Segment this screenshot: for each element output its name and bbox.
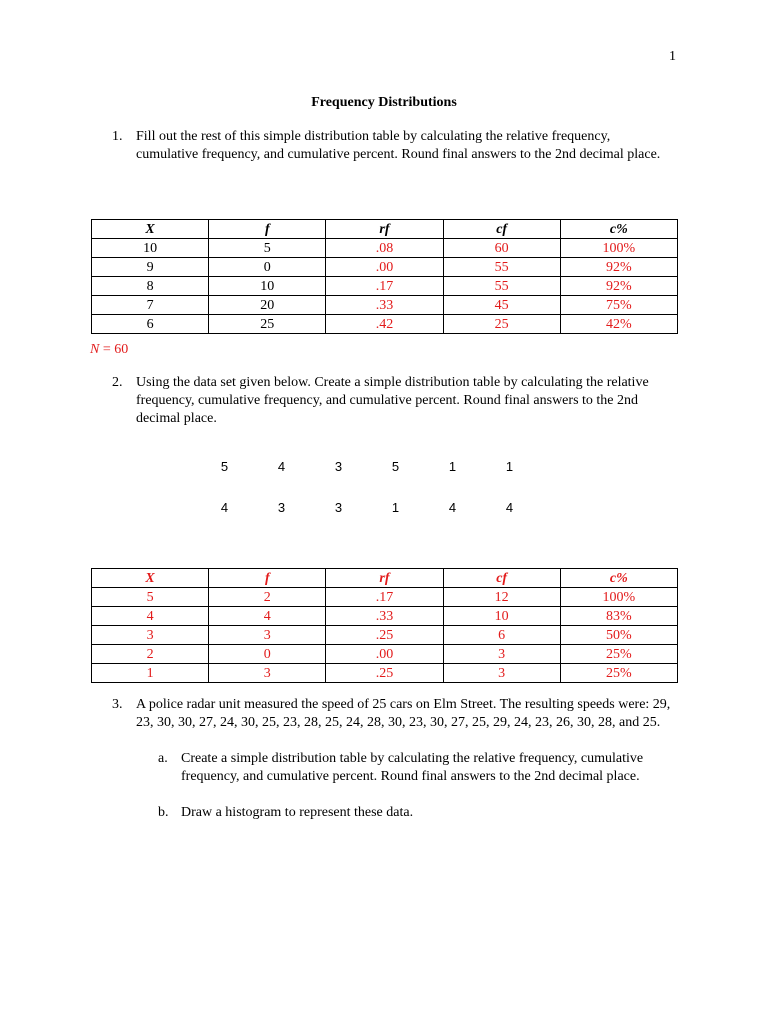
cell-cf: 60 (443, 239, 560, 258)
document-title: Frequency Distributions (311, 95, 457, 110)
cell-x: 4 (92, 607, 209, 626)
question-3-part-a (158, 750, 668, 786)
cell-cf: 10 (443, 607, 560, 626)
cell-x: 2 (92, 645, 209, 664)
question-1 (112, 128, 672, 164)
cell-x: 1 (92, 664, 209, 683)
cell-rf: .00 (326, 645, 443, 664)
cell-f: 3 (209, 626, 326, 645)
cell-rf: .33 (326, 296, 443, 315)
cell-cpercent: 42% (560, 315, 677, 334)
dataset-value: 4 (505, 500, 514, 515)
cell-cf: 6 (443, 626, 560, 645)
distribution-table-2 (91, 568, 678, 683)
question-1-text: Fill out the rest of this simple distribution table by calculating the relative frequency, cumulative frequency, and cumulative percent. Round final answers to the 2nd decimal place. (136, 129, 661, 162)
cell-rf: .17 (326, 277, 443, 296)
header-cpercent: c% (560, 220, 677, 239)
cell-x: 9 (92, 258, 209, 277)
cell-cpercent: 100% (560, 239, 677, 258)
cell-f: 5 (209, 239, 326, 258)
dataset-value: 5 (391, 459, 400, 474)
dataset-value: 4 (277, 459, 286, 474)
cell-f: 3 (209, 664, 326, 683)
question-1-number: 1. (112, 129, 123, 144)
cell-cf: 45 (443, 296, 560, 315)
cell-x: 7 (92, 296, 209, 315)
cell-cpercent: 50% (560, 626, 677, 645)
cell-f: 25 (209, 315, 326, 334)
n-symbol: N (90, 342, 100, 357)
table-row (92, 315, 678, 334)
dataset-value: 1 (391, 500, 400, 515)
table-row (92, 258, 678, 277)
cell-rf: .25 (326, 626, 443, 645)
cell-cpercent: 25% (560, 664, 677, 683)
header-cf: cf (443, 569, 560, 588)
cell-rf: .08 (326, 239, 443, 258)
dataset-value: 3 (334, 459, 343, 474)
header-f: f (209, 220, 326, 239)
question-3 (112, 696, 672, 732)
cell-cpercent: 25% (560, 645, 677, 664)
dataset-value: 4 (448, 500, 457, 515)
table-header-row (92, 569, 678, 588)
cell-x: 5 (92, 588, 209, 607)
dataset-value: 1 (505, 459, 514, 474)
question-3-part-b (158, 804, 668, 822)
header-f: f (209, 569, 326, 588)
part-b-text: Draw a histogram to represent these data. (181, 805, 414, 820)
page-number: 1 (669, 49, 676, 64)
cell-rf: .00 (326, 258, 443, 277)
cell-x: 3 (92, 626, 209, 645)
header-x: X (92, 220, 209, 239)
cell-x: 6 (92, 315, 209, 334)
part-b-label: b. (158, 805, 169, 820)
cell-cf: 25 (443, 315, 560, 334)
question-2-number: 2. (112, 375, 123, 390)
dataset-value: 5 (220, 459, 229, 474)
cell-cpercent: 92% (560, 277, 677, 296)
cell-f: 2 (209, 588, 326, 607)
table-row (92, 664, 678, 683)
table-row (92, 277, 678, 296)
cell-cf: 3 (443, 645, 560, 664)
cell-f: 10 (209, 277, 326, 296)
cell-cpercent: 92% (560, 258, 677, 277)
header-x: X (92, 569, 209, 588)
question-3-number: 3. (112, 697, 123, 712)
cell-rf: .25 (326, 664, 443, 683)
table-row (92, 607, 678, 626)
cell-cf: 12 (443, 588, 560, 607)
cell-cf: 3 (443, 664, 560, 683)
cell-x: 8 (92, 277, 209, 296)
cell-rf: .42 (326, 315, 443, 334)
cell-cpercent: 83% (560, 607, 677, 626)
cell-cf: 55 (443, 258, 560, 277)
cell-x: 10 (92, 239, 209, 258)
header-rf: rf (326, 220, 443, 239)
cell-f: 0 (209, 645, 326, 664)
dataset-value: 4 (220, 500, 229, 515)
dataset-row-2 (196, 499, 540, 519)
question-3-text: A police radar unit measured the speed of 25 cars on Elm Street. The resulting speeds were: 29, 23, 30, 30, 27, 24, 30, 25, 23, 28, 25, 24, 28, 30, 23, 30, 27, 25, 29, 24, 23, 26, 30, 28, and 25. (136, 697, 671, 730)
cell-cf: 55 (443, 277, 560, 296)
cell-cpercent: 100% (560, 588, 677, 607)
dataset-value: 1 (448, 459, 457, 474)
table-row (92, 588, 678, 607)
table-row (92, 239, 678, 258)
n-value: = 60 (99, 342, 129, 357)
cell-rf: .17 (326, 588, 443, 607)
header-cf: cf (443, 220, 560, 239)
part-a-text: Create a simple distribution table by calculating the relative frequency, cumulative frequency, and cumulative percent. Round final answers to the 2nd decimal place. (181, 751, 644, 784)
cell-f: 20 (209, 296, 326, 315)
cell-f: 4 (209, 607, 326, 626)
question-2-text: Using the data set given below. Create a simple distribution table by calculating the relative frequency, cumulative frequency, and cumulative percent. Round final answers to the 2nd decimal place. (136, 375, 649, 426)
dataset-row-1 (196, 458, 540, 478)
table-row (92, 626, 678, 645)
cell-cpercent: 75% (560, 296, 677, 315)
cell-rf: .33 (326, 607, 443, 626)
total-n-label (90, 341, 128, 359)
distribution-table-1 (91, 219, 678, 334)
dataset-value: 3 (334, 500, 343, 515)
table-row (92, 296, 678, 315)
cell-f: 0 (209, 258, 326, 277)
header-cpercent: c% (560, 569, 677, 588)
question-2 (112, 374, 672, 428)
dataset-value: 3 (277, 500, 286, 515)
table-row (92, 645, 678, 664)
part-a-label: a. (158, 751, 168, 766)
table-header-row (92, 220, 678, 239)
header-rf: rf (326, 569, 443, 588)
